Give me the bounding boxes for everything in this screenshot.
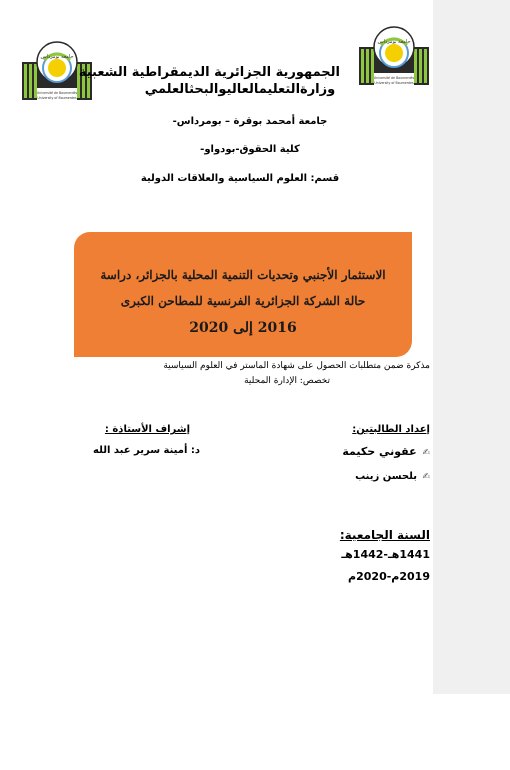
ministry-name: وزارةالتعليمالعاليوالبحثالعلمي [144,82,336,97]
prepared-by-label: إعداد الطالبتين: [352,424,430,435]
logo-right-arabic: جامعة بومرداس [377,39,411,45]
logo-right-french: Université de Boumerdès [373,76,415,80]
department-name: قسم: العلوم السياسية والعلاقات الدولية [140,173,340,184]
pen-icon: ✍ [422,448,430,458]
thesis-title-line-3: 2016 إلى 2020 [189,320,297,336]
student-name-1 [310,445,430,458]
academic-year-label: السنة الجامعية: [339,528,430,542]
student-name-2 [320,471,430,482]
thesis-title-line-2: حالة الشركة الجزائرية الفرنسية للمطاحن الكبرى [120,294,366,308]
thesis-title-line-1: الاستثمار الأجنبي وتحديات التنمية المحلية بالجزائر، دراسة [100,268,386,282]
faculty-name: كلية الحقوق-بودواو- [200,144,300,155]
degree-note: مذكرة ضمن متطلبات الحصول على شهادة الماستر في العلوم السياسية [163,361,430,371]
side-band [433,0,510,694]
academic-year-gregorian: 2019م-2020م [348,570,430,583]
university-name: جامعة أمحمد بوقرة – بومرداس- [172,116,328,127]
supervisor-label: إشراف الأستاذة : [104,424,190,435]
thesis-title-box [74,232,412,357]
student-name-2-text: بلحسن زينب [355,471,417,482]
logo-left-french: Université de Boumerdès [36,91,78,95]
republic-name: الجمهورية الجزائرية الديمقراطية الشعبية [78,65,340,80]
specialty-note: تخصص: الإدارة المحلية [244,376,330,386]
logo-left-english: University of Boumerdes [37,96,77,100]
academic-year-hijri: 1441هـ-1442هـ [341,548,430,561]
pen-icon: ✍ [422,472,430,482]
university-logo-right [357,25,431,99]
logo-right-english: University of Boumerdes [374,81,414,85]
logo-left-arabic: جامعة بومرداس [40,54,74,60]
student-name-1-text: عقوني حكيمة [342,445,417,458]
supervisor-name: د: أمينة سرير عبد الله [93,445,200,456]
